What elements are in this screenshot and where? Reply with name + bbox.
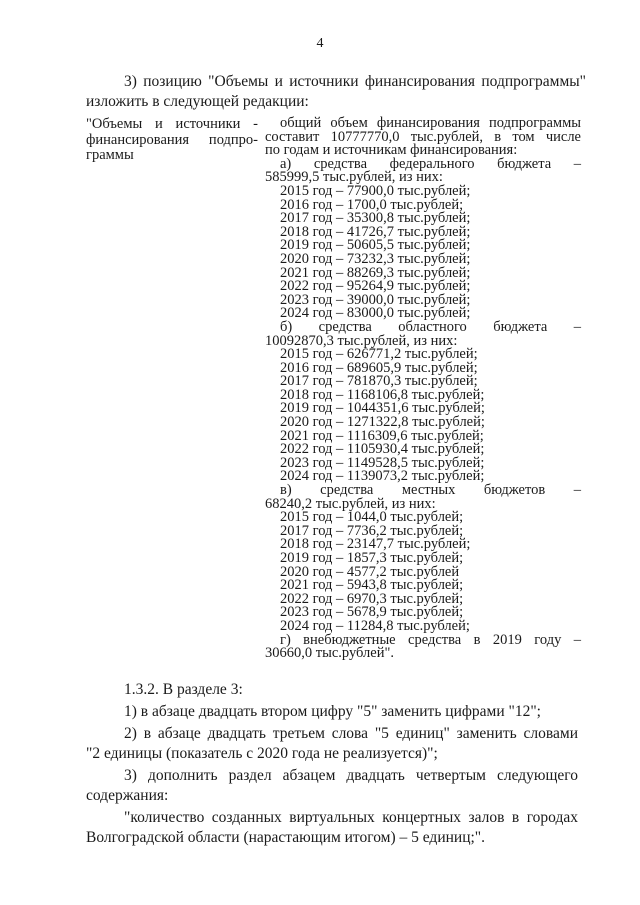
federal-year: 2023 год – 39000,0 тыс.рублей;: [280, 291, 471, 308]
regional-year: 2017 год – 781870,3 тыс.рублей;: [280, 373, 478, 390]
regional-year: 2015 год – 626771,2 тыс.рублей;: [280, 346, 478, 363]
page-number: 4: [316, 36, 324, 51]
local-year: 2015 год – 1044,0 тыс.рублей;: [280, 509, 464, 526]
regional-year: 2024 год – 1139073,2 тыс.рублей;: [280, 468, 485, 485]
amendment-item-3-line-1: 3) дополнить раздел абзацем двадцать четвертым следующего: [124, 767, 578, 784]
local-year: 2021 год – 5943,8 тыс.рублей;: [280, 577, 464, 594]
amendment-item-2: [86, 724, 578, 764]
regional-year: 2020 год – 1271322,8 тыс.рублей;: [280, 414, 485, 431]
federal-year: 2024 год – 83000,0 тыс.рублей;: [280, 305, 471, 322]
regional-heading: б) средства областного бюджета –: [280, 318, 581, 335]
federal-year: 2020 год – 73232,3 тыс.рублей;: [280, 250, 471, 267]
federal-heading: а) средства федерального бюджета –: [280, 155, 581, 172]
amendments-section: [86, 680, 578, 850]
federal-total: 585999,5 тыс.рублей, из них:: [265, 169, 443, 186]
intro-line-1: 3) позицию "Объемы и источники финансирования подпрограммы": [124, 73, 586, 90]
federal-year: 2018 год – 41726,7 тыс.рублей;: [280, 223, 471, 240]
quoted-text: [86, 808, 578, 848]
amendment-item-3: [86, 766, 578, 806]
table-left-column: [86, 117, 266, 164]
federal-year: 2019 год – 50605,5 тыс.рублей;: [280, 237, 471, 254]
federal-year: 2021 год – 88269,3 тыс.рублей;: [280, 264, 471, 281]
federal-year: 2016 год – 1700,0 тыс.рублей;: [280, 196, 464, 213]
left-line-3: граммы: [86, 147, 134, 163]
quoted-text-line-2: Волгоградской области (нарастающим итогом) – 5 единиц;".: [86, 829, 486, 846]
intro-paragraph: [86, 72, 586, 112]
total-line-3: по годам и источникам финансирования:: [265, 142, 518, 159]
federal-year: 2015 год – 77900,0 тыс.рублей;: [280, 182, 471, 199]
local-heading: в) средства местных бюджетов –: [280, 482, 581, 499]
regional-total: 10092870,3 тыс.рублей, из них:: [265, 332, 458, 349]
amendment-item-3-line-2: содержания:: [86, 787, 169, 804]
local-year: 2020 год – 4577,2 тыс.рублей: [280, 563, 460, 580]
regional-year: 2019 год – 1044351,6 тыс.рублей;: [280, 400, 485, 417]
regional-year: 2022 год – 1105930,4 тыс.рублей;: [280, 441, 485, 458]
extrabudget-heading: г) внебюджетные средства в 2019 году –: [280, 631, 581, 648]
table-right-column: [265, 117, 581, 661]
local-year: 2019 год – 1857,3 тыс.рублей;: [280, 550, 464, 566]
total-line-2: составит 10777770,0 тыс.рублей, в том числе: [265, 128, 581, 145]
regional-year: 2018 год – 1168106,8 тыс.рублей;: [280, 386, 485, 403]
federal-year: 2017 год – 35300,8 тыс.рублей;: [280, 210, 471, 227]
left-line-2: финансирования подпро-: [86, 131, 258, 148]
total-line-1: общий объем финансирования подпрограммы: [280, 115, 581, 131]
extrabudget-total: 30660,0 тыс.рублей".: [265, 645, 394, 662]
intro-line-2: изложить в следующей редакции:: [86, 93, 309, 110]
local-year: 2018 год – 23147,7 тыс.рублей;: [280, 536, 471, 553]
local-total: 68240,2 тыс.рублей, из них:: [265, 495, 436, 512]
amendment-item-2-line-2: "2 единицы (показатель с 2020 года не реализуется)";: [86, 745, 438, 762]
regional-year: 2021 год – 1116309,6 тыс.рублей;: [280, 427, 484, 444]
federal-year: 2022 год – 95264,9 тыс.рублей;: [280, 278, 471, 295]
section-heading: 1.3.2. В разделе 3:: [124, 681, 243, 698]
local-year: 2023 год – 5678,9 тыс.рублей;: [280, 604, 464, 621]
left-line-1: "Объемы и источники -: [86, 116, 258, 132]
local-year: 2017 год – 7736,2 тыс.рублей;: [280, 522, 464, 539]
quoted-text-line-1: "количество созданных виртуальных концертных залов в городах: [124, 809, 578, 826]
regional-year: 2023 год – 1149528,5 тыс.рублей;: [280, 454, 485, 471]
local-year: 2022 год – 6970,3 тыс.рублей;: [280, 590, 464, 607]
amendment-item-1: 1) в абзаце двадцать втором цифру "5" заменить цифрами "12";: [124, 703, 541, 720]
amendment-item-2-line-1: 2) в абзаце двадцать третьем слова "5 единиц" заменить словами: [124, 725, 578, 742]
regional-year: 2016 год – 689605,9 тыс.рублей;: [280, 359, 478, 376]
local-year: 2024 год – 11284,8 тыс.рублей;: [280, 617, 470, 634]
